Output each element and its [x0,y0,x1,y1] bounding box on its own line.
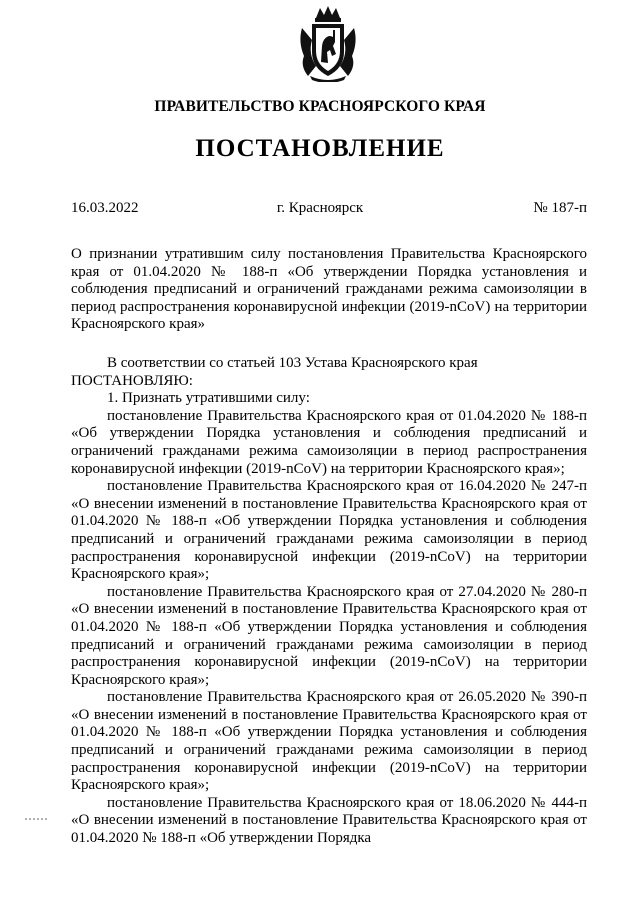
document-city: г. Красноярск [276,200,364,216]
list-item: постановление Правительства Красноярского края от 01.04.2020 № 188-п «Об утверждении Порядка установления и соблюдения предписаний и ограничений гражданами режима самоизоляции в период распространения коронавирусной инфекции (2019-nCoV) на территории Красноярского края»; [71,407,587,477]
list-item: постановление Правительства Красноярского края от 18.06.2020 № 444-п «О внесении изменений в постановление Правительства Красноярского края от 01.04.2020 № 188-п «Об утверждении Порядка [71,794,587,847]
margin-scan-mark [24,815,48,824]
preamble-paragraph [71,355,587,373]
coat-of-arms-emblem-icon [296,6,360,82]
list-item: постановление Правительства Красноярского края от 26.05.2020 № 390-п «О внесении изменений в постановление Правительства Красноярского края от 01.04.2020 № 188-п «Об утверждении Порядка установления и соблюдения предписаний и ограничений гражданами режима самоизоляции в период распространения коронавирусной инфекции (2019-nCoV) на территории Красноярского края»; [71,689,587,794]
document-date: 16.03.2022 [71,200,139,216]
resolve-heading: ПОСТАНОВЛЯЮ: [71,372,193,389]
document-body [71,355,587,848]
government-title: ПРАВИТЕЛЬСТВО КРАСНОЯРСКОГО КРАЯ [154,98,486,115]
list-item: постановление Правительства Красноярского края от 27.04.2020 № 280-п «О внесении изменений в постановление Правительства Красноярского края от 01.04.2020 № 188-п «Об утверждении Порядка установления и соблюдения предписаний и ограничений гражданами режима самоизоляции в период распространения коронавирусной инфекции (2019-nCoV) на территории Красноярского края»; [71,583,587,688]
document-type-title: ПОСТАНОВЛЕНИЕ [195,135,445,162]
document-number: № 187-п [533,200,587,216]
preamble-text: В соответствии со статьей 103 Устава Красноярского края [107,355,478,371]
list-item: постановление Правительства Красноярского края от 16.04.2020 № 247-п «О внесении изменений в постановление Правительства Красноярского края от 01.04.2020 № 188-п «Об утверждении Порядка установления и соблюдения предписаний и ограничений гражданами режима самоизоляции в период распространения коронавирусной инфекции (2019-nCoV) на территории Красноярского края»; [71,478,587,583]
item-1-heading: 1. Признать утратившими силу: [107,390,310,407]
document-subject: О признании утратившим силу постановления Правительства Красноярского края от 01.04.2020 № 188-п «Об утверждении Порядка установления и соблюдения предписаний и ограничений гражданами режима самоизоляции в период распространения коронавирусной инфекции (2019-nCoV) на территории Красноярского края» [71,246,587,333]
